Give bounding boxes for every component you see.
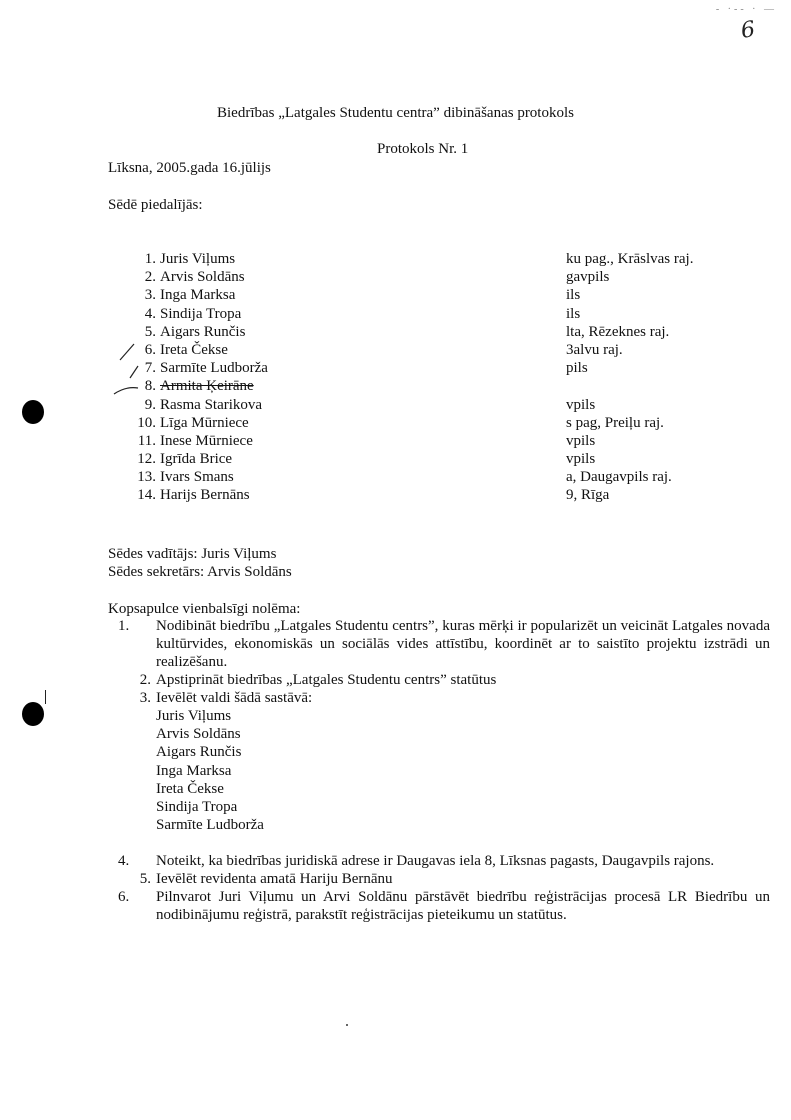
participant-name: Igrīda Brice <box>160 451 233 468</box>
attendees-heading: Sēdē piedalījās: <box>108 197 203 213</box>
participant-name: Arvis Soldāns <box>160 269 245 286</box>
participant-address: 9, Rīga <box>566 487 610 504</box>
board-member: Juris Viļums <box>156 708 232 724</box>
resolution-item <box>118 671 770 689</box>
place-date: Līksna, 2005.gada 16.jūlijs <box>108 160 271 176</box>
scan-speck <box>346 1024 348 1026</box>
punch-hole-top <box>22 400 44 424</box>
board-member: Arvis Soldāns <box>156 726 241 743</box>
resolution-item <box>118 617 770 671</box>
participant-name: Rasma Starikova <box>160 396 263 413</box>
participant-address <box>566 377 693 395</box>
participant-row <box>118 305 268 323</box>
participant-number: 9. <box>144 396 156 413</box>
participant-number: 7. <box>144 360 156 377</box>
participant-address: gavpils <box>566 269 610 286</box>
participant-address: 3alvu raj. <box>566 341 623 358</box>
board-members-list <box>156 707 770 834</box>
board-member: Aigars Runčis <box>156 744 242 761</box>
decision-heading: Kopsapulce vienbalsīgi nolēma: <box>108 601 301 617</box>
participant-address: ils <box>566 287 581 304</box>
participant-address: ils <box>566 305 581 322</box>
resolution-number: 2. <box>139 672 151 688</box>
participant-number: 2. <box>144 269 156 286</box>
resolution-number: 6. <box>118 889 130 906</box>
participant-name: Līga Mūrniece <box>160 414 249 431</box>
resolution-text: Nodibināt biedrību „Latgales Studentu centrs”, kuras mērķi ir popularizēt un veicināt Latgales novada kultūrvides, ekonomiskās un sociālās vides attīstību, koordinēt ar to saistīto projektu izstrādi un realizēšanu. <box>156 618 770 670</box>
participant-number: 8. <box>144 378 156 395</box>
participant-number: 3. <box>144 287 156 304</box>
participant-row <box>118 286 268 304</box>
page-number: 6 <box>739 17 757 44</box>
participant-address: lta, Rēzeknes raj. <box>566 323 670 340</box>
participant-name: Ireta Čekse <box>160 341 228 358</box>
resolution-text: Ievēlēt revidenta amatā Hariju Bernānu <box>156 871 393 888</box>
resolution-text: Ievēlēt valdi šādā sastāvā: <box>156 690 313 706</box>
resolution-number: 1. <box>118 618 130 634</box>
resolution-number: 4. <box>118 853 130 870</box>
participant-name: Sindija Tropa <box>160 305 242 322</box>
resolution-text: Noteikt, ka biedrības juridiskā adrese ir Daugavas iela 8, Līksnas pagasts, Daugavpils rajons. <box>156 853 715 870</box>
participant-row <box>118 486 268 504</box>
participant-number: 12. <box>137 451 156 468</box>
participant-number: 10. <box>137 414 156 431</box>
handwritten-check-marks <box>112 338 152 402</box>
document-title: Biedrības „Latgales Studentu centra” dibināšanas protokols <box>217 105 574 121</box>
participant-name: Aigars Runčis <box>160 323 246 340</box>
pen-mark <box>45 690 46 704</box>
participant-row <box>118 450 268 468</box>
participant-address: ku pag., Krāslvas raj. <box>566 251 694 267</box>
participant-number: 1. <box>144 251 156 267</box>
participant-address: vpils <box>566 432 596 449</box>
board-member: Sarmīte Ludborža <box>156 817 264 834</box>
participant-address: vpils <box>566 396 596 413</box>
resolution-item <box>118 888 770 924</box>
resolution-item <box>118 870 770 888</box>
participant-row <box>118 432 268 450</box>
protocol-number: Protokols Nr. 1 <box>377 141 469 157</box>
participant-name: Inese Mūrniece <box>160 432 253 449</box>
board-member: Sindija Tropa <box>156 799 238 816</box>
participant-number: 11. <box>137 432 156 449</box>
participant-address: vpils <box>566 451 596 468</box>
participant-row <box>118 414 268 432</box>
resolution-item <box>118 689 770 834</box>
participant-name: Juris Viļums <box>160 251 236 267</box>
board-member: Inga Marksa <box>156 762 232 779</box>
participant-name: Armita Ķeirāne <box>160 378 254 395</box>
participant-address: a, Daugavpils raj. <box>566 469 672 486</box>
participant-row <box>118 250 268 268</box>
participant-row <box>118 268 268 286</box>
participant-number: 13. <box>137 469 156 486</box>
participant-name: Inga Marksa <box>160 287 236 304</box>
participant-number: 5. <box>144 323 156 340</box>
meeting-chair: Sēdes vadītājs: Juris Viļums <box>108 546 277 562</box>
participant-number: 14. <box>137 487 156 504</box>
resolution-number: 5. <box>139 871 151 888</box>
resolution-text: Pilnvarot Juri Viļumu un Arvi Soldānu pārstāvēt biedrību reģistrācijas procesā LR Biedrību un nodibinājumu reģistrā, parakstīt reģistrācijas pieteikumu un statūtus. <box>156 889 770 924</box>
meeting-secretary: Sēdes sekretārs: Arvis Soldāns <box>108 564 292 580</box>
participants-address-column <box>566 250 693 505</box>
participant-name: Sarmīte Ludborža <box>160 360 268 377</box>
participant-name: Harijs Bernāns <box>160 487 250 504</box>
board-member: Ireta Čekse <box>156 780 224 797</box>
punch-hole-bottom <box>22 702 44 726</box>
participant-number: 4. <box>144 305 156 322</box>
resolutions-list <box>118 617 770 924</box>
participant-address: pils <box>566 360 588 377</box>
participant-number: 6. <box>144 341 156 358</box>
scan-artifact-marks: - ·-- · — <box>715 4 777 15</box>
participant-row <box>118 468 268 486</box>
resolution-text: Apstiprināt biedrības „Latgales Studentu centrs” statūtus <box>156 672 497 688</box>
resolution-number: 3. <box>139 690 151 706</box>
participant-address: s pag, Preiļu raj. <box>566 414 664 431</box>
resolution-item <box>118 852 770 870</box>
participant-name: Ivars Smans <box>160 469 234 486</box>
